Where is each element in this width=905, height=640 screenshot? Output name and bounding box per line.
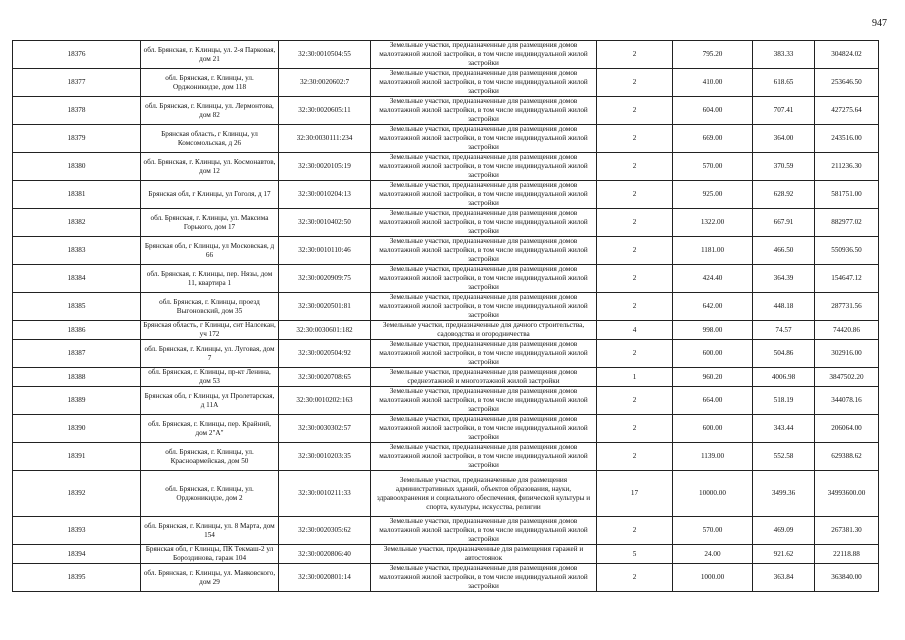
cadastral-number-cell: 32:30:0020605:11 <box>279 97 371 125</box>
group-number-cell: 2 <box>597 209 673 237</box>
group-number-cell: 2 <box>597 97 673 125</box>
cadastral-value-cell: 302916.00 <box>815 340 879 368</box>
table-row <box>13 69 879 97</box>
specific-value-cell: 364.00 <box>753 125 815 153</box>
permitted-use-cell: Земельные участки, предназначенные для размещения административных зданий, объектов образования, науки, здравоохранения и социального обеспечения, физической культуры и спорта, культуры, искусства, религии <box>371 471 597 517</box>
row-number-cell: 18384 <box>13 265 141 293</box>
cadastral-number-cell: 32:30:0020602:7 <box>279 69 371 97</box>
area-cell: 960.20 <box>673 368 753 387</box>
address-cell: обл. Брянская, г. Клинцы, проезд Выгоновский, дом 35 <box>141 293 279 321</box>
group-number-cell: 2 <box>597 69 673 97</box>
group-number-cell: 2 <box>597 153 673 181</box>
group-number-cell: 2 <box>597 517 673 545</box>
row-number-cell: 18380 <box>13 153 141 181</box>
address-cell: обл. Брянская, г. Клинцы, ул. Луговая, дом 7 <box>141 340 279 368</box>
specific-value-cell: 448.18 <box>753 293 815 321</box>
row-number-cell: 18379 <box>13 125 141 153</box>
specific-value-cell: 370.59 <box>753 153 815 181</box>
cadastral-value-cell: 287731.56 <box>815 293 879 321</box>
permitted-use-cell: Земельные участки, предназначенные для размещения домов малоэтажной жилой застройки, в том числе индивидуальной жилой застройки <box>371 340 597 368</box>
area-cell: 10000.00 <box>673 471 753 517</box>
cadastral-number-cell: 32:30:0010211:33 <box>279 471 371 517</box>
table-row <box>13 209 879 237</box>
cadastral-value-cell: 267381.30 <box>815 517 879 545</box>
cadastral-number-cell: 32:30:0010504:55 <box>279 41 371 69</box>
group-number-cell: 4 <box>597 321 673 340</box>
table-row <box>13 97 879 125</box>
cadastral-number-cell: 32:30:0020708:65 <box>279 368 371 387</box>
table-row <box>13 125 879 153</box>
table-row <box>13 41 879 69</box>
area-cell: 600.00 <box>673 415 753 443</box>
cadastral-value-cell: 363840.00 <box>815 564 879 592</box>
cadastral-number-cell: 32:30:0010204:13 <box>279 181 371 209</box>
area-cell: 570.00 <box>673 153 753 181</box>
area-cell: 998.00 <box>673 321 753 340</box>
address-cell: Брянская обл, г Клинцы, ул Гоголя, д 17 <box>141 181 279 209</box>
cadastral-value-cell: 550936.50 <box>815 237 879 265</box>
cadastral-number-cell: 32:30:0030601:182 <box>279 321 371 340</box>
cadastral-value-cell: 34993600.00 <box>815 471 879 517</box>
group-number-cell: 2 <box>597 237 673 265</box>
address-cell: обл. Брянская, г. Клинцы, пер. Крайний, дом 2"А" <box>141 415 279 443</box>
cadastral-value-cell: 629388.62 <box>815 443 879 471</box>
group-number-cell: 2 <box>597 125 673 153</box>
cadastral-value-cell: 882977.02 <box>815 209 879 237</box>
cadastral-number-cell: 32:30:0030302:57 <box>279 415 371 443</box>
group-number-cell: 2 <box>597 265 673 293</box>
group-number-cell: 2 <box>597 443 673 471</box>
permitted-use-cell: Земельные участки, предназначенные для размещения домов малоэтажной жилой застройки, в том числе индивидуальной жилой застройки <box>371 41 597 69</box>
cadastral-value-cell: 243516.00 <box>815 125 879 153</box>
cadastral-value-cell: 211236.30 <box>815 153 879 181</box>
table-row <box>13 153 879 181</box>
cadastral-value-cell: 206064.00 <box>815 415 879 443</box>
row-number-cell: 18385 <box>13 293 141 321</box>
address-cell: Брянская область, г Клинцы, ул Комсомольская, д 26 <box>141 125 279 153</box>
table-row <box>13 237 879 265</box>
permitted-use-cell: Земельные участки, предназначенные для размещения домов малоэтажной жилой застройки, в том числе индивидуальной жилой застройки <box>371 153 597 181</box>
specific-value-cell: 618.65 <box>753 69 815 97</box>
row-number-cell: 18388 <box>13 368 141 387</box>
cadastral-value-cell: 344078.16 <box>815 387 879 415</box>
specific-value-cell: 469.09 <box>753 517 815 545</box>
permitted-use-cell: Земельные участки, предназначенные для размещения домов малоэтажной жилой застройки, в том числе индивидуальной жилой застройки <box>371 415 597 443</box>
specific-value-cell: 921.62 <box>753 545 815 564</box>
address-cell: обл. Брянская, г. Клинцы, ул. Маяковского, дом 29 <box>141 564 279 592</box>
address-cell: Брянская область, г Клинцы, снт Налсекан, уч 172 <box>141 321 279 340</box>
specific-value-cell: 364.39 <box>753 265 815 293</box>
address-cell: обл. Брянская, г. Клинцы, ул. Красноармейская, дом 50 <box>141 443 279 471</box>
row-number-cell: 18378 <box>13 97 141 125</box>
row-number-cell: 18391 <box>13 443 141 471</box>
row-number-cell: 18382 <box>13 209 141 237</box>
group-number-cell: 2 <box>597 387 673 415</box>
area-cell: 664.00 <box>673 387 753 415</box>
address-cell: Брянская обл, г Клинцы, ул Пролетарская, д 11А <box>141 387 279 415</box>
table-row <box>13 368 879 387</box>
group-number-cell: 2 <box>597 415 673 443</box>
table-row <box>13 387 879 415</box>
group-number-cell: 5 <box>597 545 673 564</box>
cadastral-number-cell: 32:30:0010110:46 <box>279 237 371 265</box>
area-cell: 1322.00 <box>673 209 753 237</box>
table-row <box>13 471 879 517</box>
permitted-use-cell: Земельные участки, предназначенные для размещения домов малоэтажной жилой застройки, в том числе индивидуальной жилой застройки <box>371 237 597 265</box>
area-cell: 1000.00 <box>673 564 753 592</box>
table-row <box>13 340 879 368</box>
permitted-use-cell: Земельные участки, предназначенные для размещения домов малоэтажной жилой застройки, в том числе индивидуальной жилой застройки <box>371 209 597 237</box>
area-cell: 604.00 <box>673 97 753 125</box>
table-row <box>13 545 879 564</box>
permitted-use-cell: Земельные участки, предназначенные для размещения домов малоэтажной жилой застройки, в том числе индивидуальной жилой застройки <box>371 69 597 97</box>
permitted-use-cell: Земельные участки, предназначенные для размещения домов среднеэтажной и многоэтажной жилой застройки <box>371 368 597 387</box>
cadastral-value-cell: 581751.00 <box>815 181 879 209</box>
cadastral-number-cell: 32:30:0020801:14 <box>279 564 371 592</box>
specific-value-cell: 343.44 <box>753 415 815 443</box>
permitted-use-cell: Земельные участки, предназначенные для размещения домов малоэтажной жилой застройки, в том числе индивидуальной жилой застройки <box>371 387 597 415</box>
cadastral-value-cell: 427275.64 <box>815 97 879 125</box>
cadastral-number-cell: 32:30:0020504:92 <box>279 340 371 368</box>
area-cell: 1139.00 <box>673 443 753 471</box>
permitted-use-cell: Земельные участки, предназначенные для размещения домов малоэтажной жилой застройки, в том числе индивидуальной жилой застройки <box>371 265 597 293</box>
specific-value-cell: 4006.98 <box>753 368 815 387</box>
permitted-use-cell: Земельные участки, предназначенные для размещения домов малоэтажной жилой застройки, в том числе индивидуальной жилой застройки <box>371 293 597 321</box>
table-row <box>13 265 879 293</box>
cadastral-value-cell: 22118.88 <box>815 545 879 564</box>
table-row <box>13 321 879 340</box>
row-number-cell: 18387 <box>13 340 141 368</box>
specific-value-cell: 363.84 <box>753 564 815 592</box>
address-cell: Брянская обл, г Клинцы, ПК Текмаш-2 ул Бороздинова, гараж 104 <box>141 545 279 564</box>
address-cell: обл. Брянская, г. Клинцы, пер. Нязы, дом 11, квартира 1 <box>141 265 279 293</box>
row-number-cell: 18389 <box>13 387 141 415</box>
area-cell: 1181.00 <box>673 237 753 265</box>
row-number-cell: 18393 <box>13 517 141 545</box>
specific-value-cell: 552.58 <box>753 443 815 471</box>
area-cell: 795.20 <box>673 41 753 69</box>
address-cell: обл. Брянская, г. Клинцы, ул. Орджоникидзе, дом 2 <box>141 471 279 517</box>
cadastral-value-cell: 3847502.20 <box>815 368 879 387</box>
specific-value-cell: 707.41 <box>753 97 815 125</box>
table-body <box>13 41 879 592</box>
permitted-use-cell: Земельные участки, предназначенные для размещения домов малоэтажной жилой застройки, в том числе индивидуальной жилой застройки <box>371 517 597 545</box>
area-cell: 669.00 <box>673 125 753 153</box>
group-number-cell: 2 <box>597 181 673 209</box>
group-number-cell: 2 <box>597 564 673 592</box>
cadastral-number-cell: 32:30:0010202:163 <box>279 387 371 415</box>
cadastral-number-cell: 32:30:0030111:234 <box>279 125 371 153</box>
cadastral-number-cell: 32:30:0010402:50 <box>279 209 371 237</box>
row-number-cell: 18390 <box>13 415 141 443</box>
specific-value-cell: 74.57 <box>753 321 815 340</box>
area-cell: 410.00 <box>673 69 753 97</box>
area-cell: 600.00 <box>673 340 753 368</box>
specific-value-cell: 504.86 <box>753 340 815 368</box>
row-number-cell: 18394 <box>13 545 141 564</box>
specific-value-cell: 466.50 <box>753 237 815 265</box>
cadastral-value-cell: 304824.02 <box>815 41 879 69</box>
permitted-use-cell: Земельные участки, предназначенные для размещения домов малоэтажной жилой застройки, в том числе индивидуальной жилой застройки <box>371 564 597 592</box>
row-number-cell: 18395 <box>13 564 141 592</box>
permitted-use-cell: Земельные участки, предназначенные для размещения гаражей и автостоянок <box>371 545 597 564</box>
row-number-cell: 18392 <box>13 471 141 517</box>
table-row <box>13 415 879 443</box>
permitted-use-cell: Земельные участки, предназначенные для размещения домов малоэтажной жилой застройки, в том числе индивидуальной жилой застройки <box>371 443 597 471</box>
group-number-cell: 1 <box>597 368 673 387</box>
address-cell: обл. Брянская, г. Клинцы, ул. Максима Горького, дом 17 <box>141 209 279 237</box>
cadastral-number-cell: 32:30:0020305:62 <box>279 517 371 545</box>
specific-value-cell: 3499.36 <box>753 471 815 517</box>
permitted-use-cell: Земельные участки, предназначенные для размещения домов малоэтажной жилой застройки, в том числе индивидуальной жилой застройки <box>371 125 597 153</box>
cadastral-number-cell: 32:30:0020501:81 <box>279 293 371 321</box>
area-cell: 24.00 <box>673 545 753 564</box>
permitted-use-cell: Земельные участки, предназначенные для размещения домов малоэтажной жилой застройки, в том числе индивидуальной жилой застройки <box>371 97 597 125</box>
table-row <box>13 443 879 471</box>
address-cell: Брянская обл, г Клинцы, ул Московская, д 66 <box>141 237 279 265</box>
row-number-cell: 18383 <box>13 237 141 265</box>
cadastral-number-cell: 32:30:0020909:75 <box>279 265 371 293</box>
cadastral-value-cell: 74420.86 <box>815 321 879 340</box>
address-cell: обл. Брянская, г. Клинцы, пр-кт Ленина, дом 53 <box>141 368 279 387</box>
row-number-cell: 18377 <box>13 69 141 97</box>
table-row <box>13 181 879 209</box>
table-row <box>13 517 879 545</box>
address-cell: обл. Брянская, г. Клинцы, ул. 8 Марта, дом 154 <box>141 517 279 545</box>
specific-value-cell: 518.19 <box>753 387 815 415</box>
group-number-cell: 2 <box>597 293 673 321</box>
cadastral-number-cell: 32:30:0010203:35 <box>279 443 371 471</box>
address-cell: обл. Брянская, г. Клинцы, ул. Лермонтова, дом 82 <box>141 97 279 125</box>
specific-value-cell: 628.92 <box>753 181 815 209</box>
area-cell: 570.00 <box>673 517 753 545</box>
cadastral-value-cell: 154647.12 <box>815 265 879 293</box>
group-number-cell: 17 <box>597 471 673 517</box>
address-cell: обл. Брянская, г. Клинцы, ул. Космонавтов, дом 12 <box>141 153 279 181</box>
row-number-cell: 18376 <box>13 41 141 69</box>
row-number-cell: 18386 <box>13 321 141 340</box>
page-number: 947 <box>872 18 887 29</box>
row-number-cell: 18381 <box>13 181 141 209</box>
specific-value-cell: 383.33 <box>753 41 815 69</box>
specific-value-cell: 667.91 <box>753 209 815 237</box>
cadastral-number-cell: 32:30:0020105:19 <box>279 153 371 181</box>
group-number-cell: 2 <box>597 340 673 368</box>
permitted-use-cell: Земельные участки, предназначенные для дачного строительства, садоводства и огородничества <box>371 321 597 340</box>
cadastral-value-table <box>12 40 879 592</box>
permitted-use-cell: Земельные участки, предназначенные для размещения домов малоэтажной жилой застройки, в том числе индивидуальной жилой застройки <box>371 181 597 209</box>
area-cell: 642.00 <box>673 293 753 321</box>
address-cell: обл. Брянская, г. Клинцы, ул. 2-я Парковая, дом 21 <box>141 41 279 69</box>
address-cell: обл. Брянская, г. Клинцы, ул. Орджоникидзе, дом 118 <box>141 69 279 97</box>
group-number-cell: 2 <box>597 41 673 69</box>
table-row <box>13 293 879 321</box>
cadastral-number-cell: 32:30:0020806:40 <box>279 545 371 564</box>
area-cell: 925.00 <box>673 181 753 209</box>
area-cell: 424.40 <box>673 265 753 293</box>
cadastral-value-cell: 253646.50 <box>815 69 879 97</box>
table-row <box>13 564 879 592</box>
